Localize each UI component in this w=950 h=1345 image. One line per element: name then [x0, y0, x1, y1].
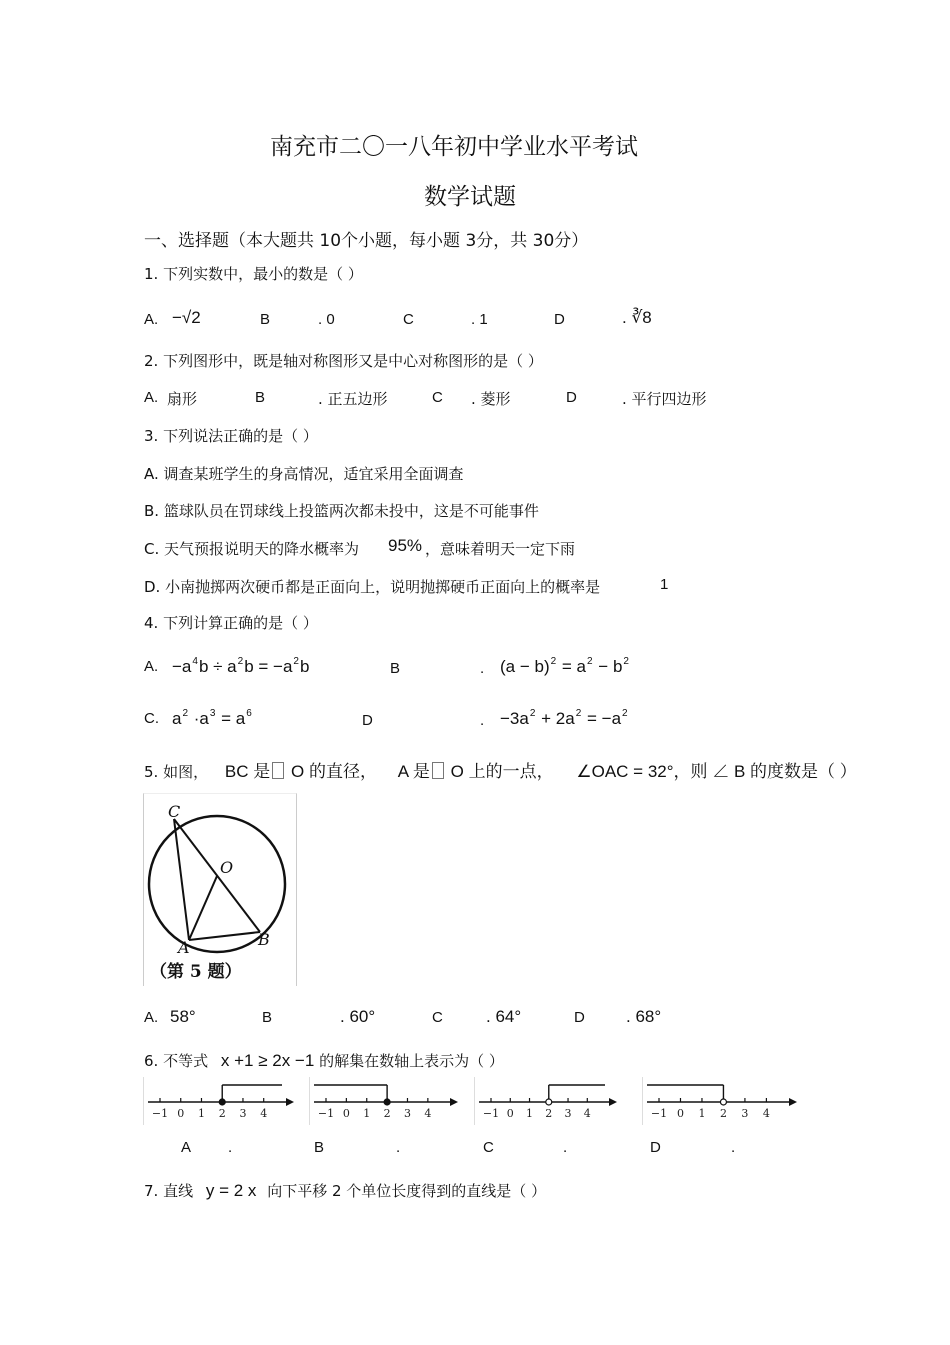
circle-symbol-box [432, 762, 444, 779]
q5-bc: BC 是 [224, 762, 271, 781]
tick-label: 1 [197, 1107, 205, 1120]
question-2-stem: 2. 下列图形中，既是轴对称图形又是中心对称图形的是（ ） [144, 352, 543, 370]
section-heading: 一、选择题（本大题共 10个小题，每小题 3分，共 30分） [144, 231, 589, 251]
q5-o2: O 上的一点， [450, 762, 554, 781]
label-c: C [168, 802, 181, 821]
q5-option-c: . 64° [486, 1007, 522, 1026]
tick-label: 3 [741, 1107, 749, 1120]
number-line-a [143, 1077, 296, 1125]
q4-option-b-formula: $(a - b)^2 = a^2 - b^2$ [500, 656, 629, 676]
q6-label-b: B [314, 1139, 325, 1156]
label-a: A [178, 938, 190, 957]
q2-option-b-letter: B [255, 389, 266, 406]
q1-option-c: . 1 [471, 311, 488, 328]
tick-label: 2 [719, 1107, 727, 1120]
q4-option-b-letter: B [390, 660, 401, 677]
q3-option-b: B. 篮球队员在罚球线上投篮两次都未投中，这是不可能事件 [144, 502, 539, 520]
q1-option-c-letter: C [403, 311, 414, 328]
axis-arrow [609, 1098, 617, 1106]
q2-option-d-letter: D [566, 389, 577, 406]
circle-symbol-box [272, 762, 284, 779]
q2-option-a: 扇形 [167, 390, 198, 408]
tick-label: 3 [564, 1107, 572, 1120]
q4-option-a-formula: $-a^4b \div a^2b = -a^2b$ [172, 656, 310, 676]
label-b: B [258, 930, 270, 949]
axis-arrow [450, 1098, 458, 1106]
tick-label: 4 [424, 1107, 432, 1120]
q5-option-d: . 68° [626, 1007, 662, 1026]
q6-prefix: 6. 不等式 [144, 1052, 209, 1070]
axis-arrow [789, 1098, 797, 1106]
q5-o1: O 的直径， [291, 762, 377, 781]
figure-caption: （第 5 题） [150, 962, 242, 982]
chord-ab [189, 932, 260, 940]
q4-option-b-dot: . [480, 660, 485, 677]
tick-label: 0 [506, 1107, 514, 1120]
q1-option-b: . 0 [318, 311, 335, 328]
radius-oa [189, 876, 217, 940]
q6-label-a: A [181, 1139, 192, 1156]
q5-angle: ∠OAC = 32°，则 ∠ B 的度数是（ ） [576, 762, 857, 781]
q5-option-a: 58° [170, 1007, 196, 1026]
q5-option-a-letter: A. [144, 1009, 159, 1026]
q6-label-d: D [650, 1139, 661, 1156]
question-7-stem [144, 1180, 546, 1201]
q7-prefix: 7. 直线 [144, 1182, 194, 1200]
tick-label: 3 [239, 1107, 247, 1120]
tick-label: −1 [650, 1107, 668, 1120]
q3-option-c: C. 天气预报说明天的降水概率为 [144, 540, 360, 558]
q1-option-d: . ∛8 [622, 308, 652, 327]
q4-option-d-formula: $-3a^2 + 2a^2 = -a^2$ [500, 708, 628, 728]
q6-label-d-dot: . [731, 1139, 736, 1156]
q2-option-b: . 正五边形 [318, 390, 388, 408]
label-o: O [220, 858, 234, 877]
tick-label: −1 [482, 1107, 500, 1120]
q6-label-c: C [483, 1139, 494, 1156]
q6-label-b-dot: . [396, 1139, 401, 1156]
q5-option-c-letter: C [432, 1009, 443, 1026]
tick-label: 4 [583, 1107, 591, 1120]
tick-label: 0 [342, 1107, 350, 1120]
exam-subtitle: 数学试题 [424, 184, 516, 210]
tick-label: 1 [363, 1107, 371, 1120]
tick-label: 4 [762, 1107, 770, 1120]
tick-label: 0 [676, 1107, 684, 1120]
q7-suffix: 向下平移 2 个单位长度得到的直线是（ ） [267, 1182, 547, 1200]
tick-label: 2 [545, 1107, 553, 1120]
open-endpoint [720, 1099, 726, 1105]
q1-option-a-letter: A. [144, 311, 159, 328]
q5-option-b-letter: B [262, 1009, 273, 1026]
question-4-stem: 4. 下列计算正确的是（ ） [144, 614, 318, 632]
question-6-stem [144, 1050, 504, 1071]
question-3-stem: 3. 下列说法正确的是（ ） [144, 427, 318, 445]
q5-figure [143, 793, 297, 986]
q6-expr: x +1 ≥ 2x −1 [220, 1051, 315, 1070]
closed-endpoint [219, 1099, 225, 1105]
q4-option-c-letter: C. [144, 710, 159, 727]
q1-option-a: −√2 [172, 308, 201, 327]
open-endpoint [546, 1099, 552, 1105]
tick-label: 1 [526, 1107, 534, 1120]
exam-title: 南充市二〇一八年初中学业水平考试 [270, 134, 638, 160]
q4-option-c-formula: $a^2 \cdot a^3 = a^6$ [172, 708, 252, 728]
q6-label-a-dot: . [228, 1139, 233, 1156]
q6-label-c-dot: . [563, 1139, 568, 1156]
closed-endpoint [384, 1099, 390, 1105]
q3-option-c-tail: ，意味着明天一定下雨 [425, 540, 576, 558]
tick-label: 3 [403, 1107, 411, 1120]
q2-option-c-letter: C [432, 389, 443, 406]
tick-label: 4 [260, 1107, 268, 1120]
q2-option-d: . 平行四边形 [622, 390, 707, 408]
number-line-c [474, 1077, 619, 1125]
tick-label: −1 [317, 1107, 335, 1120]
tick-label: −1 [151, 1107, 169, 1120]
q3-option-c-value: 95% [388, 536, 423, 555]
q4-option-a-letter: A. [144, 658, 159, 675]
number-line-b [309, 1077, 460, 1125]
q4-option-d-dot: . [480, 712, 485, 729]
q1-option-d-letter: D [554, 311, 565, 328]
tick-label: 1 [698, 1107, 706, 1120]
axis-arrow [286, 1098, 294, 1106]
q3-option-d-value: 1 [660, 576, 669, 593]
q6-suffix: 的解集在数轴上表示为（ ） [319, 1052, 504, 1070]
q3-option-a: A. 调查某班学生的身高情况，适宜采用全面调查 [144, 465, 464, 483]
q1-option-b-letter: B [260, 311, 271, 328]
q2-option-a-letter: A. [144, 389, 159, 406]
q5-a: A 是 [397, 762, 430, 781]
q7-expr: y = 2 x [205, 1181, 257, 1200]
number-line-d [642, 1077, 799, 1125]
q5-prefix: 5. 如图， [144, 763, 209, 781]
question-1-stem: 1. 下列实数中，最小的数是（ ） [144, 265, 363, 283]
tick-label: 0 [177, 1107, 185, 1120]
tick-label: 2 [383, 1107, 391, 1120]
q4-option-d-letter: D [362, 712, 373, 729]
question-5-stem [144, 757, 857, 782]
q5-option-b: . 60° [340, 1007, 376, 1026]
q3-option-d: D. 小南抛掷两次硬币都是正面向上，说明抛掷硬币正面向上的概率是 [144, 578, 601, 596]
tick-label: 2 [218, 1107, 226, 1120]
q2-option-c: . 菱形 [471, 390, 511, 408]
q5-option-d-letter: D [574, 1009, 585, 1026]
